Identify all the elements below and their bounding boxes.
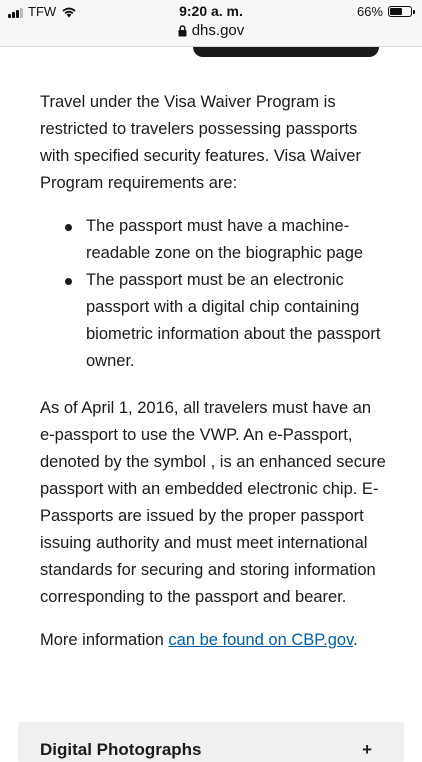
more-info-paragraph: [40, 627, 390, 654]
lock-icon: [178, 25, 187, 37]
status-time: 9:20 a. m.: [179, 3, 243, 19]
address-bar[interactable]: [0, 22, 422, 39]
list-item-text: The passport must have a machine-readable zone on the biographic page: [86, 217, 364, 262]
battery-fill: [390, 8, 402, 15]
main-content: [40, 89, 390, 654]
list-item: [86, 213, 390, 267]
more-info-suffix: .: [353, 631, 358, 649]
status-bar: [0, 0, 422, 47]
carrier-name: TFW: [28, 4, 57, 19]
more-info-prefix: More information: [40, 631, 169, 649]
bullet-icon: [65, 278, 72, 285]
clipped-dark-element: [193, 47, 379, 57]
battery-percent: 66%: [356, 4, 383, 19]
list-item-text: The passport must be an electronic passport with a digital chip containing biometric information about the passport owner.: [86, 271, 381, 370]
epassport-paragraph: As of April 1, 2016, all travelers must have an e-passport to use the VWP. An e-Passport, denoted by the symbol , is an enhanced secure passport with an embedded electronic chip. E-Passports are issued by the proper passport issuing authority and must meet international standards for securing and storing information corresponding to the passport and bearer.: [40, 399, 386, 606]
bullet-icon: [65, 224, 72, 231]
battery-tip: [413, 10, 415, 14]
requirements-list: [40, 213, 390, 375]
digital-photographs-accordion[interactable]: [18, 722, 404, 762]
status-right: [357, 4, 412, 19]
accordion-title: Digital Photographs: [40, 740, 202, 759]
battery-icon: [388, 6, 412, 17]
plus-icon[interactable]: +: [362, 740, 372, 759]
intro-paragraph: Travel under the Visa Waiver Program is restricted to travelers possessing passports with specified security features. Visa Waiver Program requirements are:: [40, 93, 361, 192]
cbp-link[interactable]: can be found on CBP.gov: [168, 631, 354, 649]
url-text: dhs.gov: [191, 22, 245, 39]
list-item: [86, 267, 390, 375]
